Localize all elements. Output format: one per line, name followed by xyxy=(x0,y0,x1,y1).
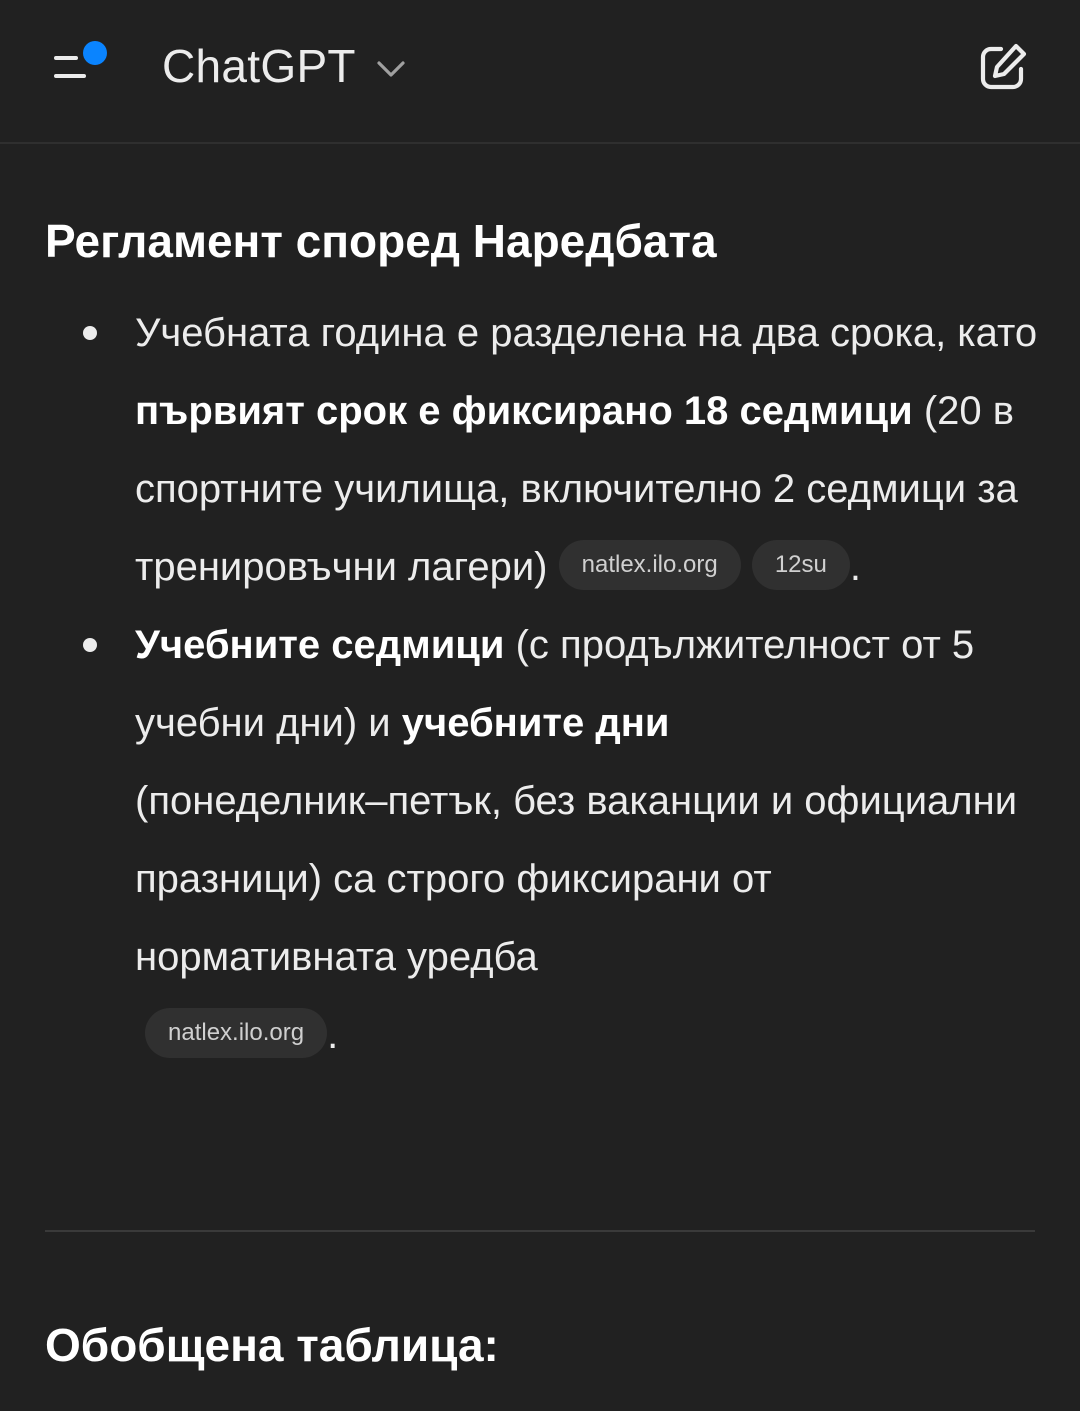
item-text: (с продължителност от 5 учебни дни) и xyxy=(135,623,975,745)
source-citation-pill[interactable]: natlex.ilo.org xyxy=(559,540,741,590)
section-divider xyxy=(45,1230,1035,1232)
item-bold-text: учебните дни xyxy=(401,701,670,745)
model-selector[interactable] xyxy=(162,36,408,96)
app-title: ChatGPT xyxy=(162,40,356,92)
list-item xyxy=(0,294,1080,606)
item-bold-text: първият срок е фиксирано 18 седмици xyxy=(135,389,913,433)
section-heading: Регламент според Наредбата xyxy=(45,215,717,267)
notification-dot xyxy=(83,41,107,65)
bullet-list xyxy=(0,294,1080,1074)
new-chat-button[interactable] xyxy=(974,38,1032,96)
new-chat-edit-icon xyxy=(974,38,1032,96)
item-period: . xyxy=(327,1013,339,1057)
bullet-point xyxy=(83,638,97,652)
source-citation-pill[interactable]: 12su xyxy=(752,540,850,590)
top-bar xyxy=(0,0,1080,144)
chevron-down-icon xyxy=(374,52,408,86)
item-bold-text: Учебните седмици xyxy=(135,623,505,667)
sidebar-menu-button[interactable] xyxy=(46,34,116,94)
sidebar-menu-icon xyxy=(46,34,116,94)
list-item xyxy=(0,606,1080,1074)
item-text: (понеделник–петък, без ваканции и официални празници) са строго фиксирани от нормативната уредба xyxy=(135,779,1018,979)
item-text: (20 в спортните училища, включително 2 седмици за тренировъчни лагери) xyxy=(135,389,1018,589)
item-period: . xyxy=(849,545,861,589)
source-citation-pill[interactable]: natlex.ilo.org xyxy=(145,1008,327,1058)
section-heading: Обобщена таблица: xyxy=(45,1319,499,1371)
bullet-point xyxy=(83,326,97,340)
item-text: Учебната година е разделена на два срока, като xyxy=(135,311,1038,355)
